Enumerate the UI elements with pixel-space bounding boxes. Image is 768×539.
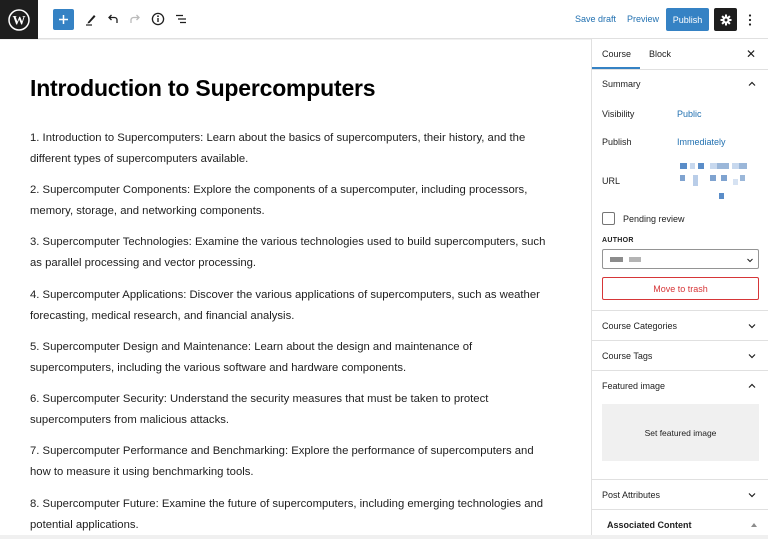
post-title[interactable]: Introduction to Supercomputers bbox=[30, 75, 376, 101]
footer-strip bbox=[0, 535, 768, 539]
divider bbox=[592, 310, 768, 311]
sidebar-tabs bbox=[592, 39, 768, 70]
paragraph-line: memory, storage, and networking components. bbox=[30, 205, 265, 217]
paragraph-block[interactable] bbox=[30, 285, 560, 327]
associated-content-title: Associated Content bbox=[607, 520, 692, 530]
pencil-icon bbox=[84, 12, 98, 26]
paragraph-block[interactable] bbox=[30, 494, 560, 536]
pending-review-label: Pending review bbox=[623, 214, 685, 224]
divider bbox=[592, 479, 768, 480]
triangle-up-icon bbox=[749, 520, 759, 530]
paragraph-line: 6. Supercomputer Security: Understand the security measures that must be taken to protect bbox=[30, 393, 489, 405]
tools-button[interactable] bbox=[80, 8, 102, 30]
set-featured-image-button[interactable]: Set featured image bbox=[602, 404, 759, 461]
paragraph-block[interactable] bbox=[30, 128, 560, 170]
save-draft-button[interactable]: Save draft bbox=[575, 14, 617, 24]
paragraph-block[interactable] bbox=[30, 389, 560, 431]
url-value-blurred[interactable] bbox=[677, 161, 757, 203]
details-button[interactable] bbox=[147, 8, 169, 30]
divider bbox=[592, 340, 768, 341]
publish-label: Publish bbox=[602, 137, 632, 147]
preview-button[interactable]: Preview bbox=[627, 14, 660, 24]
chevron-up-icon bbox=[747, 79, 757, 89]
settings-sidebar bbox=[591, 39, 768, 539]
summary-title: Summary bbox=[602, 79, 641, 89]
chevron-up-icon bbox=[747, 381, 757, 391]
paragraph-line: 7. Supercomputer Performance and Benchmarking: Explore the performance of supercomputers and bbox=[30, 445, 534, 457]
info-icon bbox=[151, 12, 165, 26]
paragraph-line: 2. Supercomputer Components: Explore the components of a supercomputer, including processors, bbox=[30, 184, 528, 196]
paragraph-line: as parallel processing and vector processing. bbox=[30, 257, 257, 269]
active-tab-indicator bbox=[592, 67, 640, 69]
divider bbox=[592, 370, 768, 371]
paragraph-line: 8. Supercomputer Future: Examine the future of supercomputers, including emerging technologies and bbox=[30, 498, 544, 510]
plus-icon bbox=[58, 14, 69, 25]
paragraph-line: supercomputers, including the various software and hardware components. bbox=[30, 362, 407, 374]
author-value-blurred bbox=[629, 257, 641, 262]
wordpress-icon bbox=[8, 9, 30, 31]
redo-button[interactable] bbox=[124, 8, 146, 30]
paragraph-line: 4. Supercomputer Applications: Discover the various applications of supercomputers, such as weather bbox=[30, 289, 540, 301]
vertical-ellipsis-icon bbox=[748, 13, 752, 27]
undo-icon bbox=[106, 12, 120, 26]
close-icon: ✕ bbox=[746, 47, 757, 61]
featured-image-title: Featured image bbox=[602, 381, 666, 391]
settings-button[interactable] bbox=[714, 8, 737, 31]
redo-icon bbox=[128, 12, 142, 26]
publish-date-value[interactable]: Immediately bbox=[677, 137, 726, 147]
tab-course[interactable]: Course bbox=[602, 49, 632, 59]
paragraph-line: different types of supercomputers available. bbox=[30, 153, 249, 165]
visibility-label: Visibility bbox=[602, 109, 635, 119]
svg-text:W: W bbox=[12, 12, 26, 27]
author-label: AUTHOR bbox=[602, 237, 634, 244]
list-view-icon bbox=[174, 12, 188, 26]
tab-block[interactable]: Block bbox=[649, 49, 672, 59]
paragraph-line: 1. Introduction to Supercomputers: Learn about the basics of supercomputers, their history, and the bbox=[30, 132, 526, 144]
pending-review-checkbox[interactable] bbox=[602, 212, 615, 225]
options-button[interactable] bbox=[744, 9, 756, 30]
post-attributes-title: Post Attributes bbox=[602, 490, 661, 500]
gear-icon bbox=[720, 14, 732, 26]
paragraph-line: potential applications. bbox=[30, 519, 139, 531]
author-value-blurred bbox=[610, 257, 623, 262]
wordpress-logo-button[interactable] bbox=[0, 0, 38, 39]
course-tags-title: Course Tags bbox=[602, 351, 653, 361]
course-categories-title: Course Categories bbox=[602, 321, 678, 331]
chevron-down-icon bbox=[747, 351, 757, 361]
divider bbox=[592, 509, 768, 510]
move-to-trash-button[interactable]: Move to trash bbox=[602, 277, 759, 300]
chevron-down-icon bbox=[747, 321, 757, 331]
paragraph-block[interactable] bbox=[30, 232, 560, 274]
close-sidebar-button[interactable] bbox=[746, 47, 756, 61]
url-label: URL bbox=[602, 176, 621, 186]
list-view-button[interactable] bbox=[170, 8, 192, 30]
editor-canvas bbox=[0, 39, 591, 539]
chevron-down-icon bbox=[746, 256, 754, 264]
paragraph-line: how to measure it using benchmarking tools. bbox=[30, 466, 254, 478]
add-block-button[interactable] bbox=[53, 9, 74, 30]
paragraph-line: 5. Supercomputer Design and Maintenance: Learn about the design and maintenance of bbox=[30, 341, 473, 353]
paragraph-block[interactable] bbox=[30, 337, 560, 379]
editor-header bbox=[0, 0, 768, 39]
paragraph-line: forecasting, medical research, and financial analysis. bbox=[30, 310, 295, 322]
paragraph-line: supercomputers from malicious attacks. bbox=[30, 414, 230, 426]
undo-button[interactable] bbox=[102, 8, 124, 30]
paragraph-line: 3. Supercomputer Technologies: Examine the various technologies used to build supercomputers, such bbox=[30, 236, 546, 248]
author-select[interactable] bbox=[602, 249, 759, 269]
publish-button[interactable]: Publish bbox=[666, 8, 709, 31]
paragraph-block[interactable] bbox=[30, 180, 560, 222]
chevron-down-icon bbox=[747, 490, 757, 500]
paragraph-block[interactable] bbox=[30, 441, 560, 483]
visibility-value[interactable]: Public bbox=[677, 109, 702, 119]
